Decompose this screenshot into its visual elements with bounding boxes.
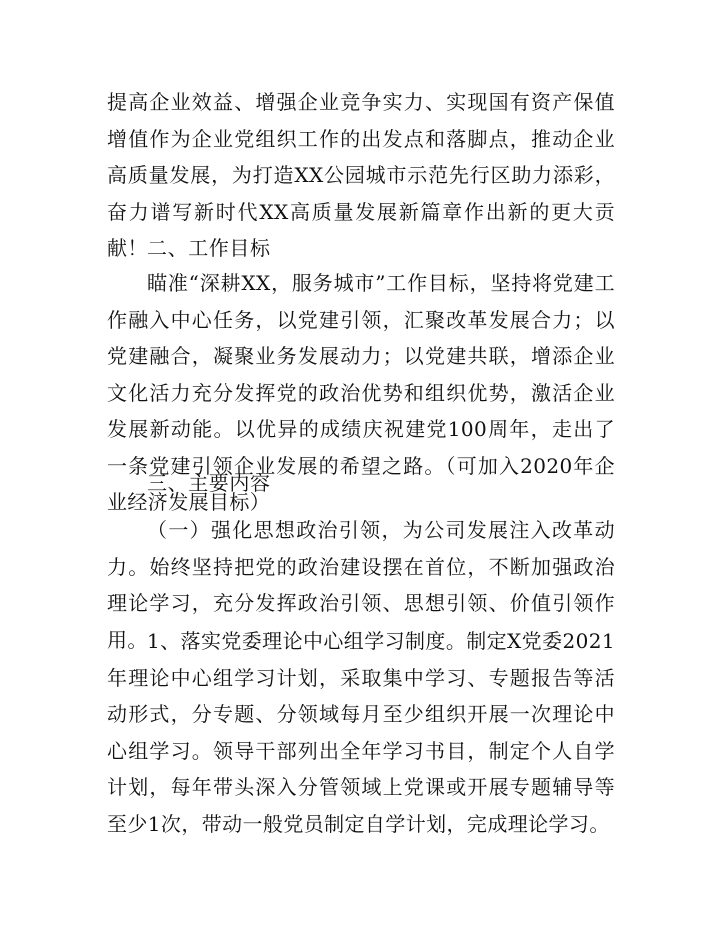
subsection-one-paragraph: （一）强化思想政治引领，为公司发展注入改革动力。始终坚持把党的政治建设摆在首位，不断加强政治理论学习，充分发挥政治引领、思想引领、价值引领作用。 [107, 518, 615, 652]
section-two-paragraph: 瞄准“深耕XX，服务城市”工作目标，坚持将党建工作融入中心任务，以党建引领，汇聚改革发展合力；以党建融合，凝聚业务发展动力；以党建共联，增添企业文化活力充分发挥党的政治优势和组织优势，激活企业发展新动能。以优异的成绩庆祝建党100周年，走出了一条党建引领企业发展的希望之路。（可加入2020年企业经济发展目标） [107, 271, 615, 514]
section-three-heading: 三、主要内容 [147, 471, 271, 495]
section-two-heading: 二、工作目标 [147, 236, 271, 260]
intro-paragraph: 提高企业效益、增强企业竞争实力、实现国有资产保值增值作为企业党组织工作的出发点和落脚点，推动企业高质量发展，为打造XX公园城市示范先行区助力添彩，奋力谱写新时代XX高质量发展新篇章作出新的更大贡献！ [107, 90, 615, 260]
item-one-paragraph: 1、落实党委理论中心组学习制度。制定X党委2021年理论中心组学习计划，采取集中学习、专题报告等活动形式，分专题、分领域每月至少组织开展一次理论中心组学习。领导干部列出全年学习书目，制定个人自学计划，每年带头深入分管领域上党课或开展专题辅导等至少1次，带动一般党员制定自学计划，完成理论学习。 [107, 629, 615, 836]
